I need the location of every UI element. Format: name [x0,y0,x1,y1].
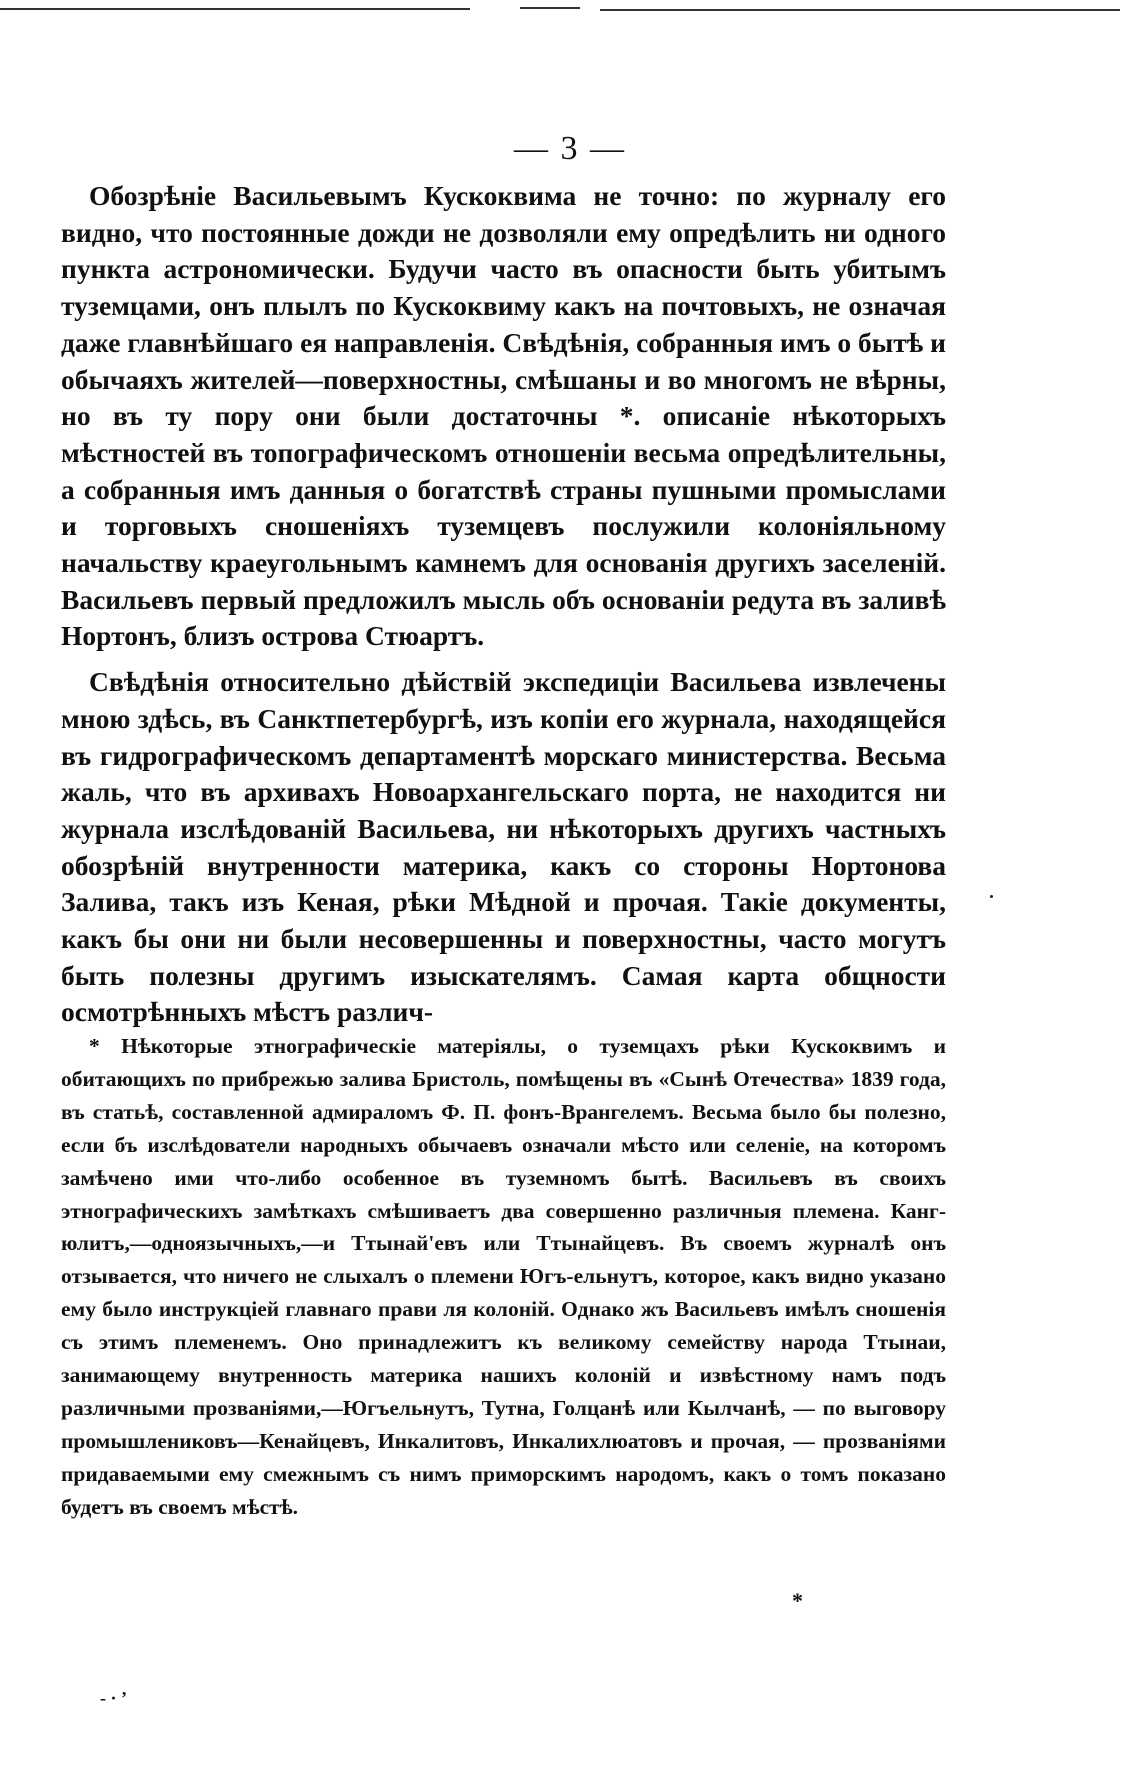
stray-mark: ‐ · ʼ [100,1688,127,1708]
top-rule [0,6,1140,16]
end-star-mark: * [792,1588,803,1613]
paragraph: Обозрѣніе Васильевымъ Кускоквима не точно: по журналу его видно, что постоянные дожди не дозволяли ему опредѣлить ни одного пункта астрономически. Будучи часто въ опасности быть убитымъ туземцами, онъ плылъ по Кускоквиму какъ на почтовыхъ, не означая даже главнѣйшаго ея направленія. Свѣдѣнія, собранныя имъ о бытѣ и обычаяхъ жителей—поверхностны, смѣшаны и во многомъ не вѣрны, но въ ту пору они были достаточны *. описаніе нѣкоторыхъ мѣстностей въ топографическомъ отношеніи весьма опредѣлительны, а собранныя имъ данныя о богатствѣ страны пушными промыслами и торговыхъ сношеніяхъ туземцевъ послужили колоніяльному начальству краеугольнымъ камнемъ для основанія другихъ заселеній. Васильевъ первый предложилъ мысль объ основаніи редута въ заливѣ Нортонъ, близъ острова Стюартъ. [61,180,946,652]
top-rule-segment [600,9,1120,11]
top-rule-segment [520,7,580,9]
paragraph: Свѣдѣнія относительно дѣйствій экспедиціи Васильева извлечены мною здѣсь, въ Санктпетербургѣ, изъ копіи его журнала, находящейся въ гидрографическомъ департаментѣ морскаго министерства. Весьма жаль, что въ архивахъ Новоархангельскаго порта, не находится ни журнала изслѣдованій Васильева, ни нѣкоторыхъ другихъ частныхъ обозрѣній внутренности материка, какъ со стороны Нортонова Залива, такъ изъ Кеная, рѣки Мѣдной и прочая. Такіе документы, какъ бы они ни были несовершенны и поверхностны, часто могутъ быть полезны другимъ изыскателямъ. Самая карта общности осмотрѣнныхъ мѣстъ различ- [61,666,946,1028]
page-number: — 3 — [514,130,626,167]
main-text [61,178,946,1031]
footnote-text: * Нѣкоторые этнографическіе матеріялы, о туземцахъ рѣки Кускоквимъ и обитающихъ по прибрежью залива Бристоль, помѣщены въ «Сынѣ Отечества» 1839 года, въ статьѣ, составленной адмираломъ Ф. П. фонъ-Врангелемъ. Весьма было бы полезно, если бъ изслѣдователи народныхъ обычаевъ означали мѣсто или селеніе, на которомъ замѣчено ими что-либо особенное въ туземномъ бытѣ. Васильевъ въ своихъ этнографическихъ замѣткахъ смѣшиваетъ два совершенно различныя племена. Канг-юлитъ,—одноязычныхъ,—и Ттынай'евъ или Ттынайцевъ. Въ своемъ журналѣ онъ отзывается, что ничего не слыхалъ о племени Югъ-ельнутъ, которое, какъ видно указано ему было инструкціей главнаго прави ля колоній. Однако жъ Васильевъ имѣлъ сношенія съ этимъ племенемъ. Оно принадлежитъ къ великому семейству народа Ттынаи, занимающему внутренность материка нашихъ колоній и извѣстному намъ подъ различными прозваніями,—Югъельнутъ, Тутна, Голцанѣ или Кылчанѣ, — по выговору промышлениковъ—Кенайцевъ, Инкалитовъ, Инкалихлюатовъ и прочая, — прозваніями придаваемыми ему смежнымъ съ нимъ приморскимъ народомъ, какъ о томъ показано будетъ въ своемъ мѣстѣ. [61,1034,946,1519]
margin-dot [990,895,993,898]
footnote [61,1030,946,1524]
top-rule-segment [0,8,470,10]
